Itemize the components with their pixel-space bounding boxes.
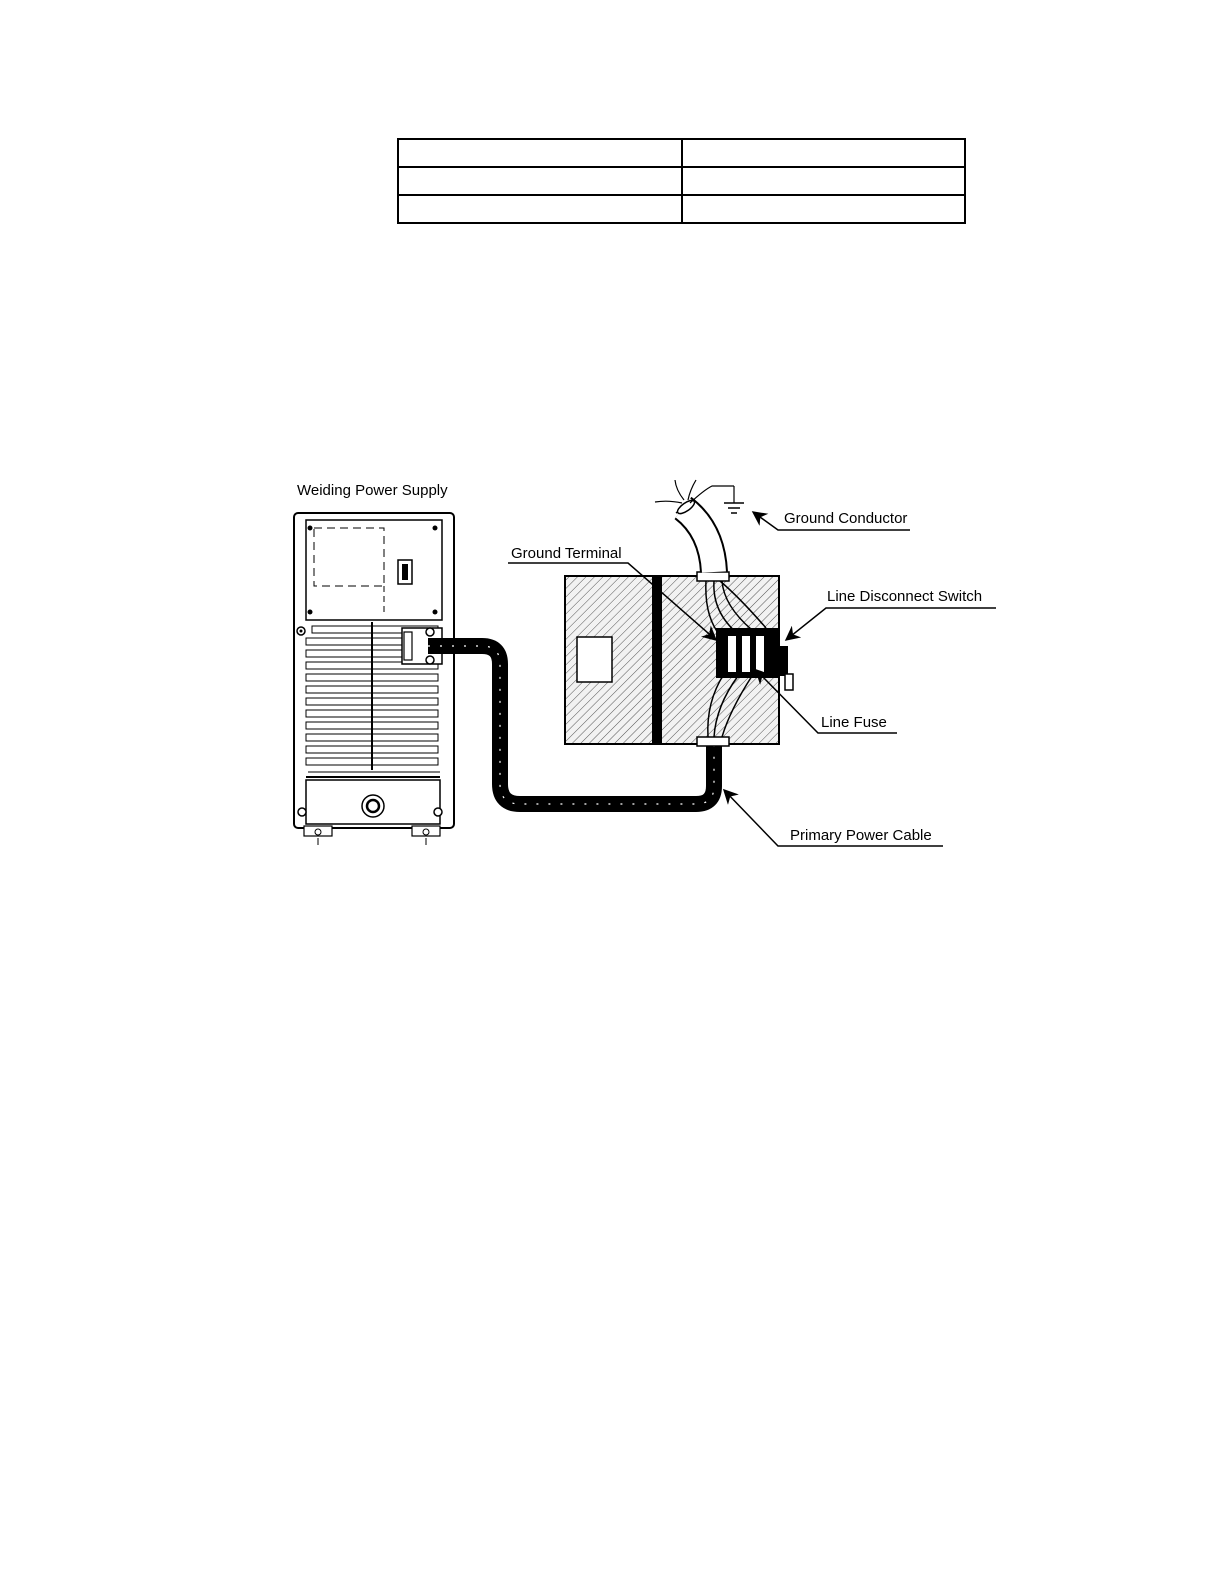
ground-symbol-icon <box>724 503 744 513</box>
power-supply-label: Weiding Power Supply <box>297 482 448 499</box>
line-disconnect-switch-leader <box>786 608 996 640</box>
supply-conduit <box>655 480 744 572</box>
primary-power-cable-label: Primary Power Cable <box>790 827 932 844</box>
line-fuse-label: Line Fuse <box>821 714 887 731</box>
line-disconnect-switch-label: Line Disconnect Switch <box>827 588 983 605</box>
ground-terminal-label: Ground Terminal <box>511 545 622 562</box>
welding-power-supply <box>294 513 454 845</box>
disconnect-box <box>565 572 793 746</box>
ground-conductor-label: Ground Conductor <box>784 510 908 527</box>
